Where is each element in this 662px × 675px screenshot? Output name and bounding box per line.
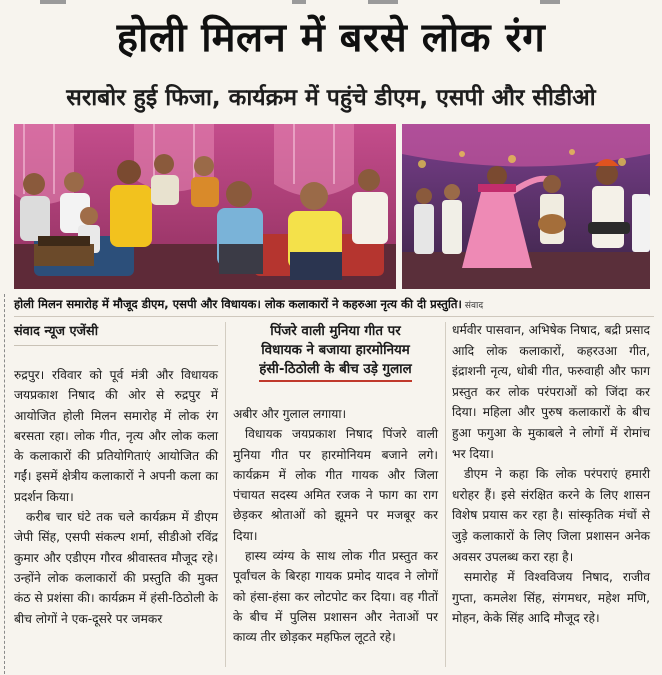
paragraph: विधायक जयप्रकाश निषाद पिंजरे वाली मुनिया गीत पर हारमोनियम बजाने लगे। कार्यक्रम में लोक गीत गायक और जिला पंचायत सदस्य अमित रजक ने फाग का राग छेड़कर श्रोताओं को झूमने पर मजबूर कर दिया। [233,427,438,543]
article-column-2 [233,322,438,648]
column-divider [225,322,226,667]
paragraph: समारोह में विश्वविजय निषाद, राजीव गुप्ता, कमलेश सिंह, संगमधर, महेश मणि, मोहन, केके सिंह आदि मौजूद रहे। [452,570,650,626]
highlight-box [233,322,438,382]
article-column-1 [14,322,218,629]
subheadline: सराबोर हुई फिजा, कार्यक्रम में पहुंचे डीएम, एसपी और सीडीओ [66,85,596,111]
paragraph: डीएम ने कहा कि लोक परंपराएं हमारी धरोहर हैं। इसे संरक्षित करने के लिए शासन विशेष प्रयास कर रहा है। सांस्कृतिक मंचों से जुड़े कलाकारों के लिए जिला प्रशासन अनेक अवसर उपलब्ध करा रहा है। [452,467,650,564]
photo-caption [14,294,654,317]
highlight-line-1: पिंजरे वाली मुनिया गीत पर [270,324,401,339]
top-clipping-edge [0,0,662,6]
paragraph: करीब चार घंटे तक चले कार्यक्रम में डीएम जेपी सिंह, एसपी संकल्प शर्मा, सीडीओ रविंद्र कुमार और एडीएम गौरव श्रीवास्तव मौजूद रहे। उन्होंने लोक कलाकारों की प्रस्तुति की मुक्त कंठ से प्रशंसा की। कार्यक्रम में हंसी-ठिठोली के बीच लोगों ने एक-दूसरे पर जमकर [14,510,218,626]
highlight-line-3: हंसी-ठिठोली के बीच उड़े गुलाल [259,360,411,382]
column-divider [445,322,446,667]
byline: संवाद न्यूज एजेंसी [14,322,218,346]
caption-text: होली मिलन समारोह में मौजूद डीएम, एसपी और विधायक। लोक कलाकारों ने कहरुआ नृत्य की दी प्रस्तुति। [14,297,462,311]
paragraph: रुद्रपुर। रविवार को पूर्व मंत्री और विधायक जयप्रकाश निषाद की ओर से रुद्रपुर में आयोजित होली मिलन समारोह में लोक रंग बरसता रहा। लोक गीत, नृत्य और लोक कला के कलाकारों की प्रतियोगिताएं आयोजित की गईं। इसमें क्षेत्रीय कलाकारों ने अपनी कला का प्रदर्शन किया। [14,368,218,504]
holi-milan-guests-photo [14,124,396,289]
highlight-line-2: विधायक ने बजाया हारमोनियम [261,343,410,358]
paragraph: धर्मवीर पासवान, अभिषेक निषाद, बद्री प्रसाद आदि लोक कलाकारों, कहरउआ गीत, इंद्राशनी नृत्य, धोबी गीत, फरुवाही और फाग प्रस्तुत कर लोक परंपराओं को जिंदा कर दिया। महिला और पुरुष कलाकारों के बीच हुआ फगुआ के मुकाबले ने लोगों में रोमांच भर दिया। [452,323,650,461]
paragraph: हास्य व्यंग्य के साथ लोक गीत प्रस्तुत कर पूर्वांचल के बिरहा गायक प्रमोद यादव ने लोगों को हंसा-हंसा कर लोटपोट कर दिया। वह गीतों के बीच में पुलिस प्रशासन और नेताओं पर काव्य तीर छोड़कर महफिल लूटते रहे। [233,549,438,645]
folk-dance-performance-photo [402,124,650,289]
article-column-3 [452,320,650,629]
caption-credit: संवाद [464,301,484,311]
headline: होली मिलन में बरसे लोक रंग [116,15,546,61]
clipping-cut-line [4,294,5,674]
paragraph: अबीर और गुलाल लगाया। [233,407,347,421]
